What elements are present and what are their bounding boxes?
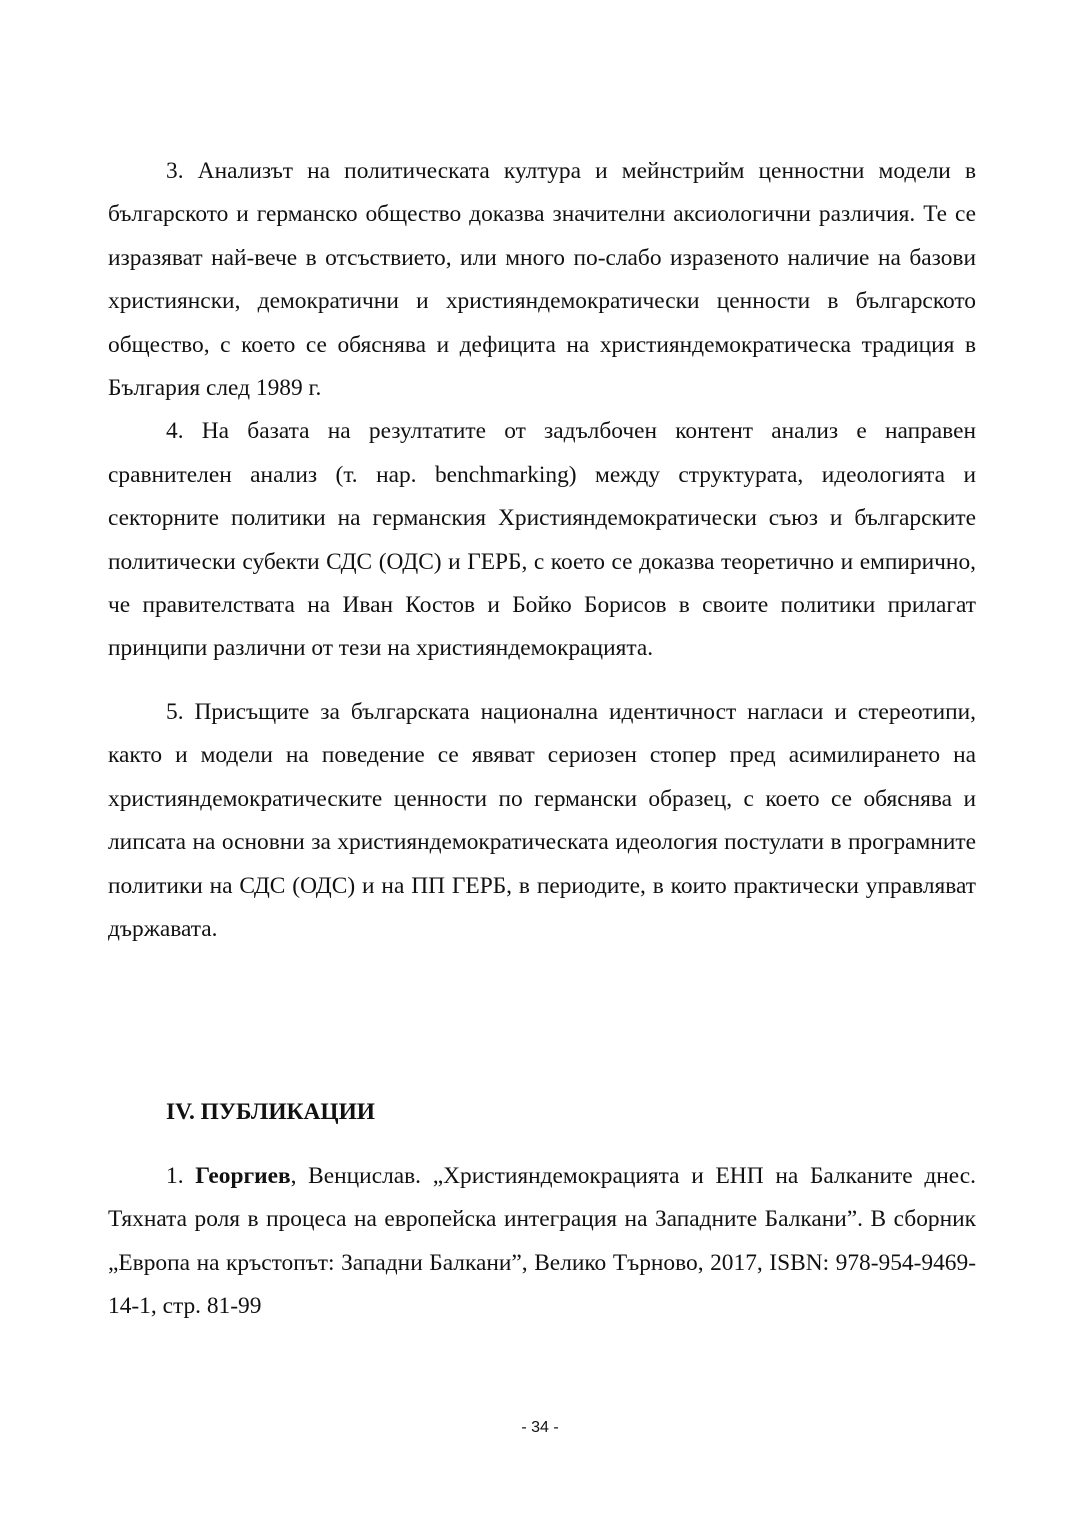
- section-spacer: [108, 951, 976, 1091]
- paragraph-conclusion-3: 3. Анализът на политическата култура и мейнстрийм ценностни модели в българското и германско общество доказва значителни аксиологични различия. Те се изразяват най-вече в отсъствието, или много по-слабо изразеното наличие на базови християнски, демократични и християндемократически ценности в българското общество, с което се обяснява и дефицита на християндемократическа традиция в България след 1989 г.: [108, 158, 976, 402]
- page-number: - 34 -: [521, 1419, 559, 1436]
- paragraph-conclusion-5: 5. Присъщите за българската национална идентичност нагласи и стереотипи, както и модели на поведение се явяват сериозен стопер пред асимилирането на християндемократическите ценности по германски образец, с което се обяснява и липсата на основни за християндемократическата идеология постулати в програмните политики на СДС (ОДС) и на ПП ГЕРБ, в периодите, в които практически управляват държавата.: [108, 698, 976, 942]
- paragraph-spacer: [108, 671, 976, 691]
- paragraph-conclusion-4: 4. На базата на резултатите от задълбочен контент анализ е направен сравнителен анализ (т. нар. benchmarking) между структурата, идеологията и секторните политики на германския Християндемократически съюз и българските политически субекти СДС (ОДС) и ГЕРБ, с което се доказва теоретично и емпирично, че правителствата на Иван Костов и Бойко Борисов в своите политики прилагат принципи различни от тези на християндемокрацията.: [108, 418, 976, 662]
- heading-spacer: [108, 1135, 976, 1155]
- publication-entry-1: [108, 1155, 976, 1329]
- section-heading-publications: IV. ПУБЛИКАЦИИ: [166, 1099, 375, 1126]
- publication-author: Георгиев: [195, 1162, 291, 1189]
- publication-number: 1.: [166, 1162, 196, 1189]
- document-page: [108, 150, 976, 1328]
- publication-details: , Венцислав. „Християндемокрацията и ЕНП на Балканите днес. Тяхната роля в процеса на европейска интеграция на Западните Балкани”. В сборник „Европа на кръстопът: Западни Балкани”, Велико Търново, 2017, ISBN: 978-954-9469-14-1, стр. 81-99: [108, 1162, 977, 1319]
